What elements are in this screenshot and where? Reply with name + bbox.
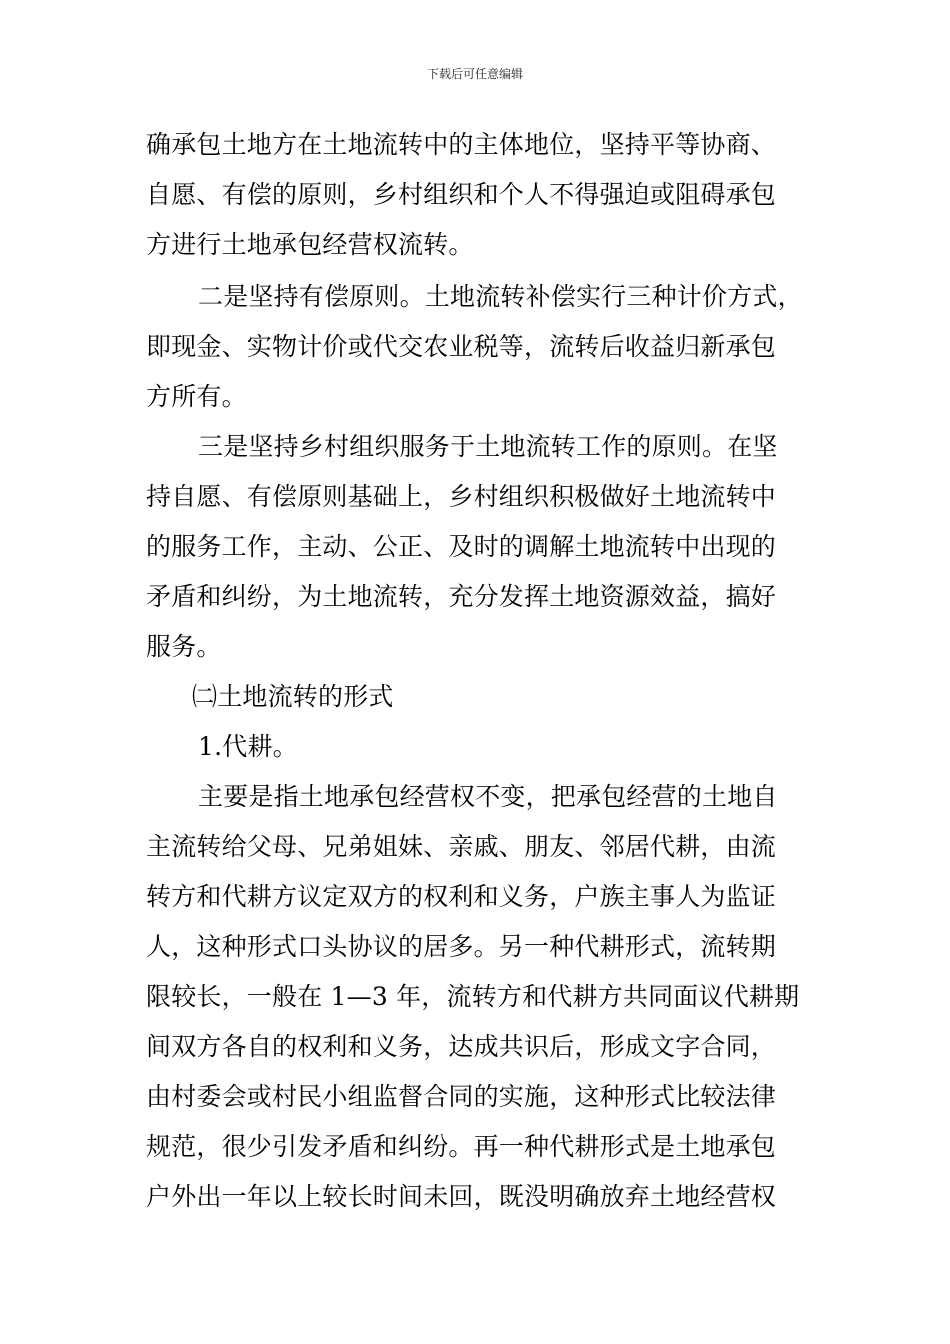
paragraph-line: 主流转给父母、兄弟姐妹、亲戚、朋友、邻居代耕，由流 xyxy=(146,832,777,861)
paragraph-line: 确承包土地方在土地流转中的主体地位，坚持平等协商、 xyxy=(146,130,777,159)
paragraph-line: 间双方各自的权利和义务，达成共识后，形成文字合同， xyxy=(146,1032,777,1061)
subsection-heading: 1.代耕。 xyxy=(198,732,298,761)
paragraph-line: 限较长，一般在 1—3 年，流转方和代耕方共同面议代耕期 xyxy=(146,982,800,1011)
paragraph-line: 由村委会或村民小组监督合同的实施，这种形式比较法律 xyxy=(146,1082,777,1111)
paragraph-line: 持自愿、有偿原则基础上，乡村组织积极做好土地流转中 xyxy=(146,482,777,511)
paragraph-line: 服务。 xyxy=(146,632,222,661)
paragraph-line: 方所有。 xyxy=(146,382,247,411)
paragraph-line: 矛盾和纠纷，为土地流转，充分发挥土地资源效益，搞好 xyxy=(146,582,777,611)
paragraph-line: 三是坚持乡村组织服务于土地流转工作的原则。在坚 xyxy=(198,432,778,461)
paragraph-line: 主要是指土地承包经营权不变，把承包经营的土地自 xyxy=(198,782,778,811)
paragraph-line: 户外出一年以上较长时间未回，既没明确放弃土地经营权 xyxy=(146,1182,777,1211)
section-heading: ㈡土地流转的形式 xyxy=(192,682,394,711)
paragraph-line: 的服务工作，主动、公正、及时的调解土地流转中出现的 xyxy=(146,532,777,561)
paragraph-line: 转方和代耕方议定双方的权利和义务，户族主事人为监证 xyxy=(146,882,777,911)
paragraph-line: 规范，很少引发矛盾和纠纷。再一种代耕形式是土地承包 xyxy=(146,1132,777,1161)
paragraph-line: 二是坚持有偿原则。土地流转补偿实行三种计价方式， xyxy=(198,282,803,311)
paragraph-line: 自愿、有偿的原则，乡村组织和个人不得强迫或阻碍承包 xyxy=(146,180,777,209)
paragraph-line: 人，这种形式口头协议的居多。另一种代耕形式，流转期 xyxy=(146,932,777,961)
page-header: 下载后可任意编辑 xyxy=(426,67,523,81)
paragraph-line: 方进行土地承包经营权流转。 xyxy=(146,230,474,259)
paragraph-line: 即现金、实物计价或代交农业税等，流转后收益归新承包 xyxy=(146,332,777,361)
